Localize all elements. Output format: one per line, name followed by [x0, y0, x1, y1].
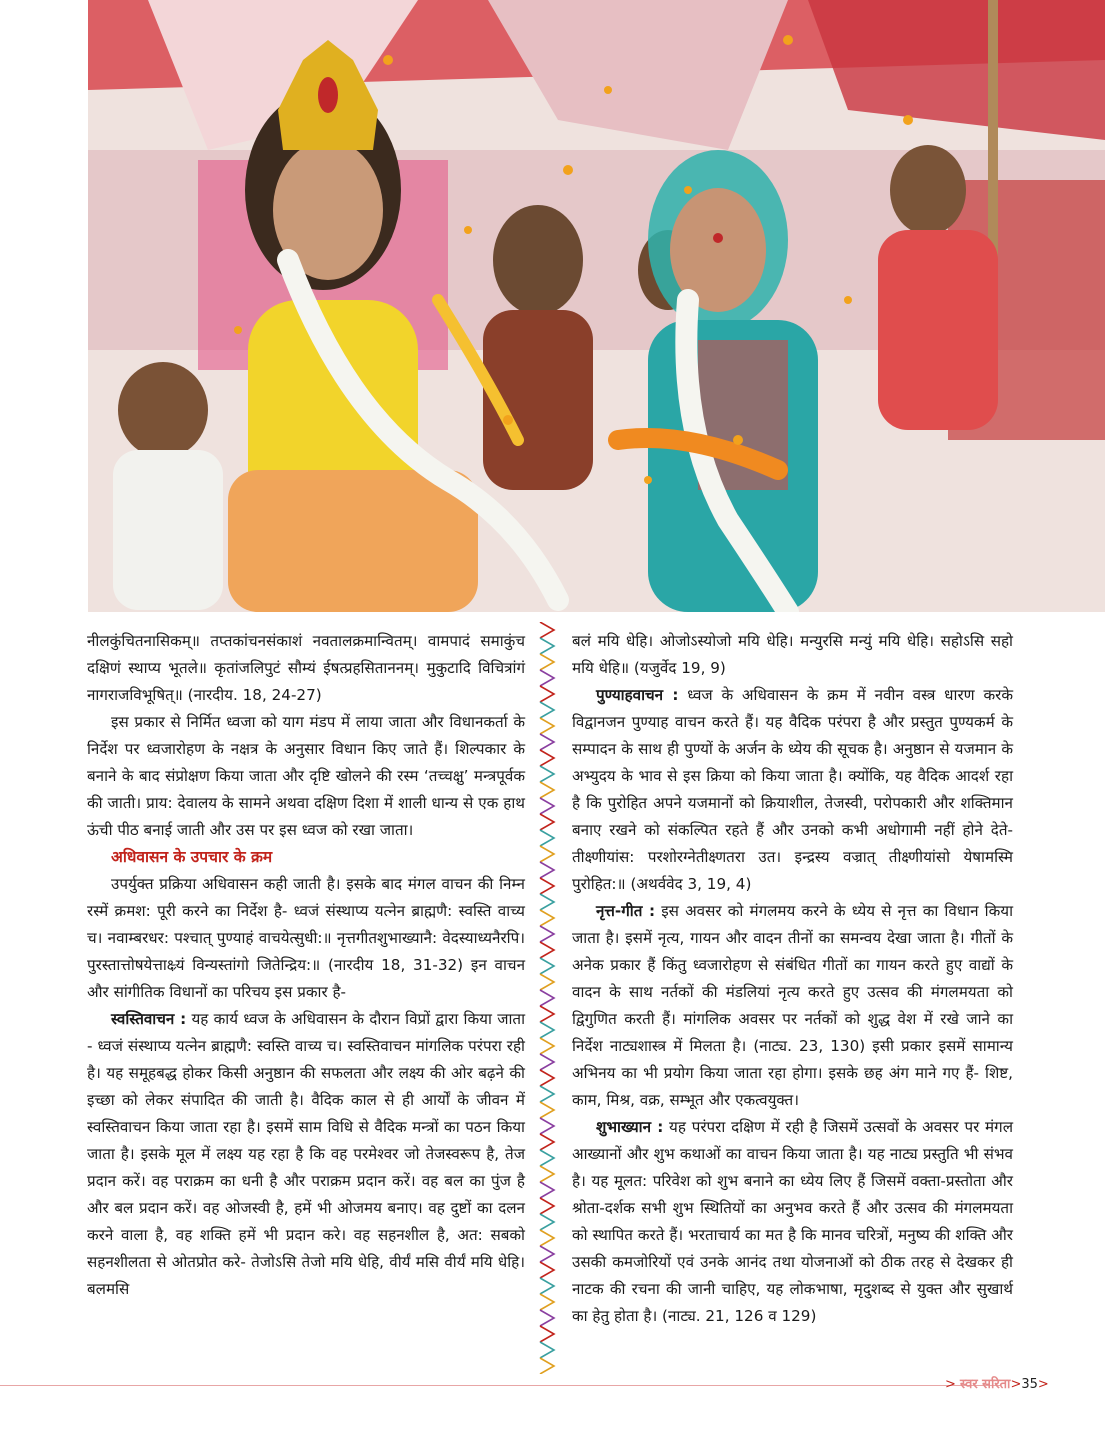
left-column: [87, 628, 525, 1303]
divider-zigzag-segment: [540, 654, 554, 670]
nritta-geet-text: इस अवसर को मंगलमय करने के ध्येय से नृत्त का विधान किया जाता है। इसमें नृत्य, गायन और वादन तीनों का समन्वय देखा जाता है। गीतों के अनेक प्रकार हैं किंतु ध्वजारोहण से संबंधित गीतों का गायन करते हुए वाद्यों के वादन के साथ नर्तकों की मंडलियां नृत्य करते हुए उत्सव की मंगलमयता को द्विगुणित करती हैं। मांगलिक अवसर पर नर्तकों को शुद्ध वेश में रखे जाने का निर्देश नाट्यशास्त्र में मिलता है। (नाट्य. 23, 130) इसी प्रकार इसमें सामान्य अभिनय का भी प्रयोग किया जाता रहा होगा। इसके छह अंग माने गए हैं- शिष्ट, काम, मिश्र, वक्र, सम्भूत और एकत्वयुक्त।: [572, 902, 1014, 1109]
verse-intro: नीलकुंचितनासिकम्॥ तप्तकांचनसंकाशं नवतालक्रमान्वितम्। वामपादं समाकुंच दक्षिणं स्थाप्य भूतले॥ कृतांजलिपुटं सौम्यं ईषत्प्रहसिताननम्। मुकुटादि विचित्रांगं नागराजविभूषित्॥ (नारदीय. 18, 24-27): [87, 632, 525, 704]
divider-zigzag-segment: [540, 926, 554, 942]
divider-zigzag-segment: [540, 1166, 554, 1182]
page-number: 35: [1021, 1377, 1038, 1392]
divider-zigzag-segment: [540, 1038, 554, 1054]
divider-zigzag-segment: [540, 830, 554, 846]
section-heading-adhivasan: अधिवासन के उपचार के क्रम: [111, 848, 273, 866]
divider-zigzag-segment: [540, 958, 554, 974]
divider-zigzag-segment: [540, 1054, 554, 1070]
divider-zigzag-segment: [540, 1310, 554, 1326]
divider-zigzag-segment: [540, 894, 554, 910]
divider-zigzag-segment: [540, 990, 554, 1006]
divider-zigzag-segment: [540, 1342, 554, 1358]
right-column: [572, 628, 1013, 1330]
paragraph-swastivachan: [87, 1006, 525, 1303]
divider-zigzag-segment: [540, 1326, 554, 1342]
verse-continuation: बलं मयि धेहि। ओजोऽस्योजो मयि धेहि। मन्युरसि मन्युं मयि धेहि। सहोऽसि सहो मयि धेहि॥ (यजुर्वेद 19, 9): [572, 632, 1013, 677]
divider-zigzag-segment: [540, 1278, 554, 1294]
divider-zigzag-segment: [540, 1198, 554, 1214]
divider-zigzag-segment: [540, 798, 554, 814]
divider-zigzag-segment: [540, 1070, 554, 1086]
term-nritta-geet: नृत्त-गीत :: [596, 902, 656, 920]
divider-zigzag-segment: [540, 1118, 554, 1134]
divider-zigzag-segment: [540, 1246, 554, 1262]
shubhakhyan-text: यह परंपरा दक्षिण में रही है जिसमें उत्सवों के अवसर पर मंगल आख्यानों और शुभ कथाओं का वाचन किया जाता है। यह नाट्य प्रस्तुति भी संभव है। यह मूलत: परिवेश को शुभ बनाने का ध्येय लिए हैं जिसमें वक्ता-प्रस्तोता और श्रोता-दर्शक सभी शुभ स्थितियों का अनुभव करते हैं और उत्सव की मंगलमयता को स्थापित करते हैं। भरताचार्य का मत है कि मानव चरित्रों, मनुष्य की शक्ति और उसकी कमजोरियों एवं उनके आनंद तथा योजनाओं को ठीक तरह से देखकर ही नाटक की रचना की जानी चाहिए, यह लोकभाषा, मृदुशब्द से युक्त और सुखार्थ का हेतु होता है। (नाट्य. 21, 126 व 129): [572, 1118, 1013, 1325]
footer-arrow-left: >: [945, 1377, 956, 1392]
divider-zigzag-segment: [540, 750, 554, 766]
divider-zigzag-segment: [540, 1150, 554, 1166]
photo-illustration: [88, 0, 1105, 612]
paragraph-punyahavachan: [572, 682, 1013, 898]
page-footer: [945, 1376, 1049, 1394]
divider-zigzag-segment: [540, 1294, 554, 1310]
divider-zigzag-segment: [540, 1262, 554, 1278]
divider-zigzag-segment: [540, 1358, 554, 1374]
term-shubhakhyan: शुभाख्यान :: [596, 1118, 664, 1136]
divider-zigzag-segment: [540, 782, 554, 798]
term-swastivachan: स्वस्तिवाचन :: [111, 1010, 187, 1028]
footer-arrow-mid: >: [1010, 1377, 1022, 1392]
decorative-divider: [536, 622, 558, 1374]
footer-arrow-right: >: [1037, 1377, 1049, 1392]
divider-zigzag-segment: [540, 878, 554, 894]
divider-zigzag-segment: [540, 686, 554, 702]
divider-zigzag-segment: [540, 1182, 554, 1198]
paragraph-shubhakhyan: [572, 1114, 1013, 1330]
divider-zigzag-segment: [540, 638, 554, 654]
divider-zigzag-segment: [540, 1006, 554, 1022]
divider-zigzag-segment: [540, 910, 554, 926]
divider-zigzag-segment: [540, 974, 554, 990]
divider-zigzag-segment: [540, 766, 554, 782]
paragraph-nritta-geet: [572, 898, 1013, 1114]
divider-zigzag-segment: [540, 734, 554, 750]
divider-zigzag-segment: [540, 702, 554, 718]
divider-zigzag-segment: [540, 862, 554, 878]
divider-zigzag-segment: [540, 1230, 554, 1246]
divider-zigzag-segment: [540, 1086, 554, 1102]
divider-zigzag-segment: [540, 1134, 554, 1150]
magazine-name: स्वर सरिता: [960, 1377, 1011, 1392]
divider-zigzag-segment: [540, 622, 554, 638]
divider-zigzag-segment: [540, 942, 554, 958]
divider-zigzag-segment: [540, 718, 554, 734]
divider-zigzag-segment: [540, 670, 554, 686]
wedding-ceremony-photo: [88, 0, 1105, 612]
divider-zigzag-segment: [540, 1214, 554, 1230]
punyahavachan-text: ध्वज के अधिवासन के क्रम में नवीन वस्त्र धारण करके विद्वानजन पुण्याह वाचन करते हैं। यह वैदिक परंपरा है और प्रस्तुत पुण्यकर्म के सम्पादन के साथ ही पुण्यों के अर्जन के ध्येय की सूचक है। अनुष्ठान से यजमान के अभ्युदय के भाव से इस क्रिया को किया जाता है। क्योंकि, यह वैदिक आदर्श रहा है कि पुरोहित अपने यजमानों को क्रियाशील, तेजस्वी, परोपकारी और शक्तिमान बनाए रखने को संकल्पित रहते हैं और उनको कभी अधोगामी नहीं होने देते- तीक्ष्णीयांस: परशोरग्नेतीक्ष्णतरा उत। इन्द्रस्य वज्रात् तीक्ष्णीयांसो येषामस्मि पुरोहित:॥ (अथर्ववेद 3, 19, 4): [572, 686, 1013, 893]
footer-rule: [0, 1385, 1000, 1386]
paragraph-adhivasan: उपर्युक्त प्रक्रिया अधिवासन कही जाती है। इसके बाद मंगल वाचन की निम्न रस्में क्रमश: पूरी करने का निर्देश है- ध्वजं संस्थाप्य यत्नेन ब्राह्मणै: स्वस्ति वाच्य च। नवाम्बरधर: पश्चात् पुण्याहं वाचयेत्सुधी:॥ नृत्तगीतशुभाख्यानै: वेदस्याध्यनैरपि। पुरस्तात्तोषयेत्ताक्ष्र्यं विन्यस्तांगो जितेन्द्रिय:॥ (नारदीय 18, 31-32) इन वाचन और सांगीतिक विधानों का परिचय इस प्रकार है-: [87, 875, 525, 1001]
divider-zigzag-segment: [540, 814, 554, 830]
divider-zigzag-segment: [540, 846, 554, 862]
divider-zigzag-segment: [540, 1022, 554, 1038]
swastivachan-text: यह कार्य ध्वज के अधिवासन के दौरान विप्रों द्वारा किया जाता - ध्वजं संस्थाप्य यत्नेन ब्राह्मणै: स्वस्ति वाच्य च। स्वस्तिवाचन मांगलिक परंपरा रही है। यह समूहबद्ध होकर किसी अनुष्ठान की सफलता और लक्ष्य की ओर बढ़ने की इच्छा को लेकर संपादित की जाती है। वैदिक काल से ही आर्यों के जीवन में स्वस्तिवाचन किया जाता रहा है। इसमें साम विधि से वैदिक मन्त्रों का पठन किया जाता है। इसके मूल में लक्ष्य यह रहा है कि वह परमेश्वर जो तेजस्वरूप है, तेज प्रदान करें। वह पराक्रम का धनी है और पराक्रम प्रदान करें। वह बल का पुंज है और बल प्रदान करें। वह ओजस्वी है, हमें भी ओजमय बनाए। वह दुष्टों का दलन करने वाला है, वह शक्ति हमें भी प्रदान करे। वह सहनशील है, अत: सबको सहनशीलता से ओतप्रोत करे- तेजोऽसि तेजो मयि धेहि, वीर्यं मसि वीर्यं मयि धेहि। बलमसि: [87, 1010, 525, 1298]
divider-zigzag-segment: [540, 1102, 554, 1118]
term-punyahavachan: पुण्याहवाचन :: [596, 686, 679, 704]
paragraph-dhvaja: इस प्रकार से निर्मित ध्वजा को याग मंडप में लाया जाता और विधानकर्ता के निर्देश पर ध्वजारोहण के नक्षत्र के अनुसार विधान किए जाते हैं। शिल्पकार के बनाने के बाद संप्रोक्षण किया जाता और दृष्टि खोलने की रस्म ‘तच्चक्षु’ मन्त्रपूर्वक की जाती। प्राय: देवालय के सामने अथवा दक्षिण दिशा में शाली धान्य से एक हाथ ऊंची पीठ बनाई जाती और उस पर इस ध्वज को रखा जाता।: [87, 713, 525, 839]
